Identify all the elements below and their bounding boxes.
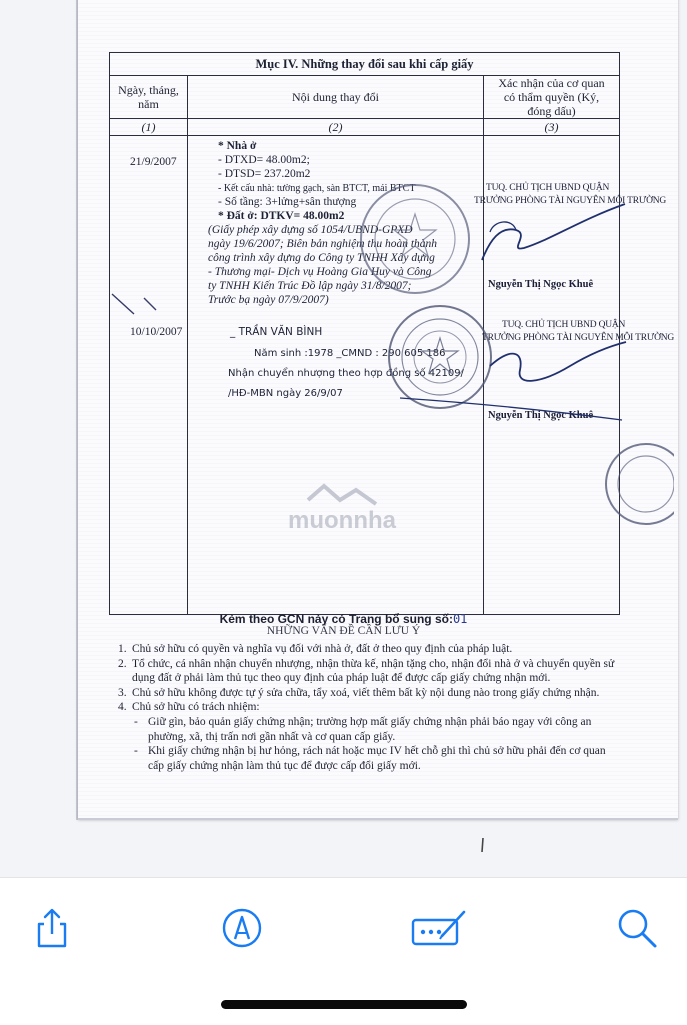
signer-name: Nguyễn Thị Ngọc Khuê	[488, 279, 594, 290]
search-button[interactable]	[615, 906, 659, 950]
authority-title: TRƯỞNG PHÒNG TÀI NGUYÊN MÔI TRƯỜNG	[474, 196, 667, 206]
markup-button[interactable]	[220, 906, 264, 950]
search-icon	[615, 906, 659, 950]
entry-line: ty TNHH Kiến Trúc Đồ lập ngày 31/8/2007;	[208, 280, 412, 292]
entry-line: - DTXD= 48.00m2;	[218, 154, 310, 166]
entry-line: Nhận chuyển nhượng theo hợp đồng số 42109/	[228, 368, 464, 379]
authority-title: TUQ. CHỦ TỊCH UBND QUẬN	[502, 320, 626, 330]
signature-icon	[410, 906, 470, 950]
entry-line: /HĐ-MBN ngày 26/9/07	[228, 388, 343, 399]
header-content: Nội dung thay đổi	[188, 76, 484, 119]
entry-line: - Kết cấu nhà: tường gạch, sàn BTCT, mái BTCT	[218, 183, 416, 194]
watermark-logo	[272, 478, 412, 538]
note-item: 4. Chủ sở hữu có trách nhiệm:	[118, 701, 260, 714]
header-authority: Xác nhận của cơ quan có thẩm quyền (Ký, đóng dấu)	[484, 76, 620, 119]
entry-line: * Đất ở: DTKV= 48.00m2	[218, 210, 345, 222]
attachment-note: Kèm theo GCN này có Trang bổ sung số:01	[219, 612, 468, 626]
signature	[420, 190, 630, 270]
date-cell	[110, 136, 188, 615]
markup-icon	[220, 906, 264, 950]
notes-list	[118, 642, 618, 773]
note-item: 3. Chủ sở hữu không được tự ý sửa chữa, tẩy xoá, viết thêm bất kỳ nội dung nào trong giấy chứng nhận.	[118, 686, 600, 699]
authority-title: TRƯỞNG PHÒNG TÀI NGUYÊN MÔI TRƯỜNG	[482, 333, 675, 343]
note-item: 1. Chủ sở hữu có quyền và nghĩa vụ đối với nhà ở, đất ở theo quy định của pháp luật.	[118, 643, 513, 655]
entry-line: * Nhà ở	[218, 140, 257, 152]
header-date: Ngày, tháng, năm	[110, 76, 188, 119]
col-number: (2)	[188, 119, 484, 136]
attachment-number: 01	[452, 612, 468, 626]
section-title: Mục IV. Những thay đổi sau khi cấp giấy	[110, 53, 620, 76]
home-indicator[interactable]	[221, 1000, 467, 1009]
svg-text:muonnha: muonnha	[288, 507, 396, 534]
speck	[478, 836, 488, 856]
entry-line: _ TRẦN VĂN BÌNH	[230, 326, 323, 338]
entry-line: Trước bạ ngày 07/9/2007)	[208, 294, 329, 306]
sub-note-item: - Khi giấy chứng nhận bị hư hỏng, rách nát hoặc mục IV hết chỗ ghi thì chủ sở hữu phải đến cơ quan cấp giấy chứng nhận làm thủ tục để được cấp đổi giấy mới.	[134, 745, 606, 772]
entry-line: công trình xây dựng do Công ty TNHH Xây dựng	[208, 252, 435, 264]
notes-title: NHỮNG VẤN ĐỀ CẦN LƯU Ý	[266, 625, 421, 637]
entry-date: 10/10/2007	[130, 326, 183, 338]
entry-date: 21/9/2007	[130, 156, 177, 168]
signature-button[interactable]	[410, 906, 470, 950]
entry-line: Năm sinh :1978 _CMND : 290 605 186	[254, 348, 446, 359]
col-number: (3)	[484, 119, 620, 136]
entry-line: ngày 19/6/2007; Biên bản nghiệm thu hoàn thành	[208, 238, 438, 250]
scan-edge	[78, 818, 678, 820]
share-button[interactable]	[30, 906, 74, 950]
entry-line: - Thương mại- Dịch vụ Hoàng Gia Huy và Công	[208, 266, 432, 278]
share-icon	[30, 906, 74, 950]
signer-name: Nguyễn Thị Ngọc Khuê	[488, 410, 594, 421]
signature	[360, 300, 630, 430]
pen-mark	[108, 290, 148, 320]
partial-stamp	[604, 440, 674, 530]
entry-line: - DTSD= 237.20m2	[218, 168, 311, 180]
entry-line: (Giấy phép xây dựng số 1054/UBND-GPXD	[208, 224, 413, 236]
col-number: (1)	[110, 119, 188, 136]
sub-note-item: - Giữ gìn, bảo quản giấy chứng nhận; trường hợp mất giấy chứng nhận phải báo ngay với công an phường, xã, thị trấn nơi gần nhất và cơ quan cấp giấy.	[134, 715, 592, 743]
note-item: 2. Tổ chức, cá nhân nhận chuyển nhượng, nhận thừa kế, nhận tặng cho, nhận đổi nhà ở và chuyển quyền sử dụng đất ở phải làm thủ tục theo quy định của pháp luật để được cấp giấy chứng nhận mới.	[118, 657, 615, 685]
entry-line: - Số tầng: 3+lửng+sân thượng	[218, 196, 357, 208]
authority-title: TUQ. CHỦ TỊCH UBND QUẬN	[486, 183, 610, 193]
